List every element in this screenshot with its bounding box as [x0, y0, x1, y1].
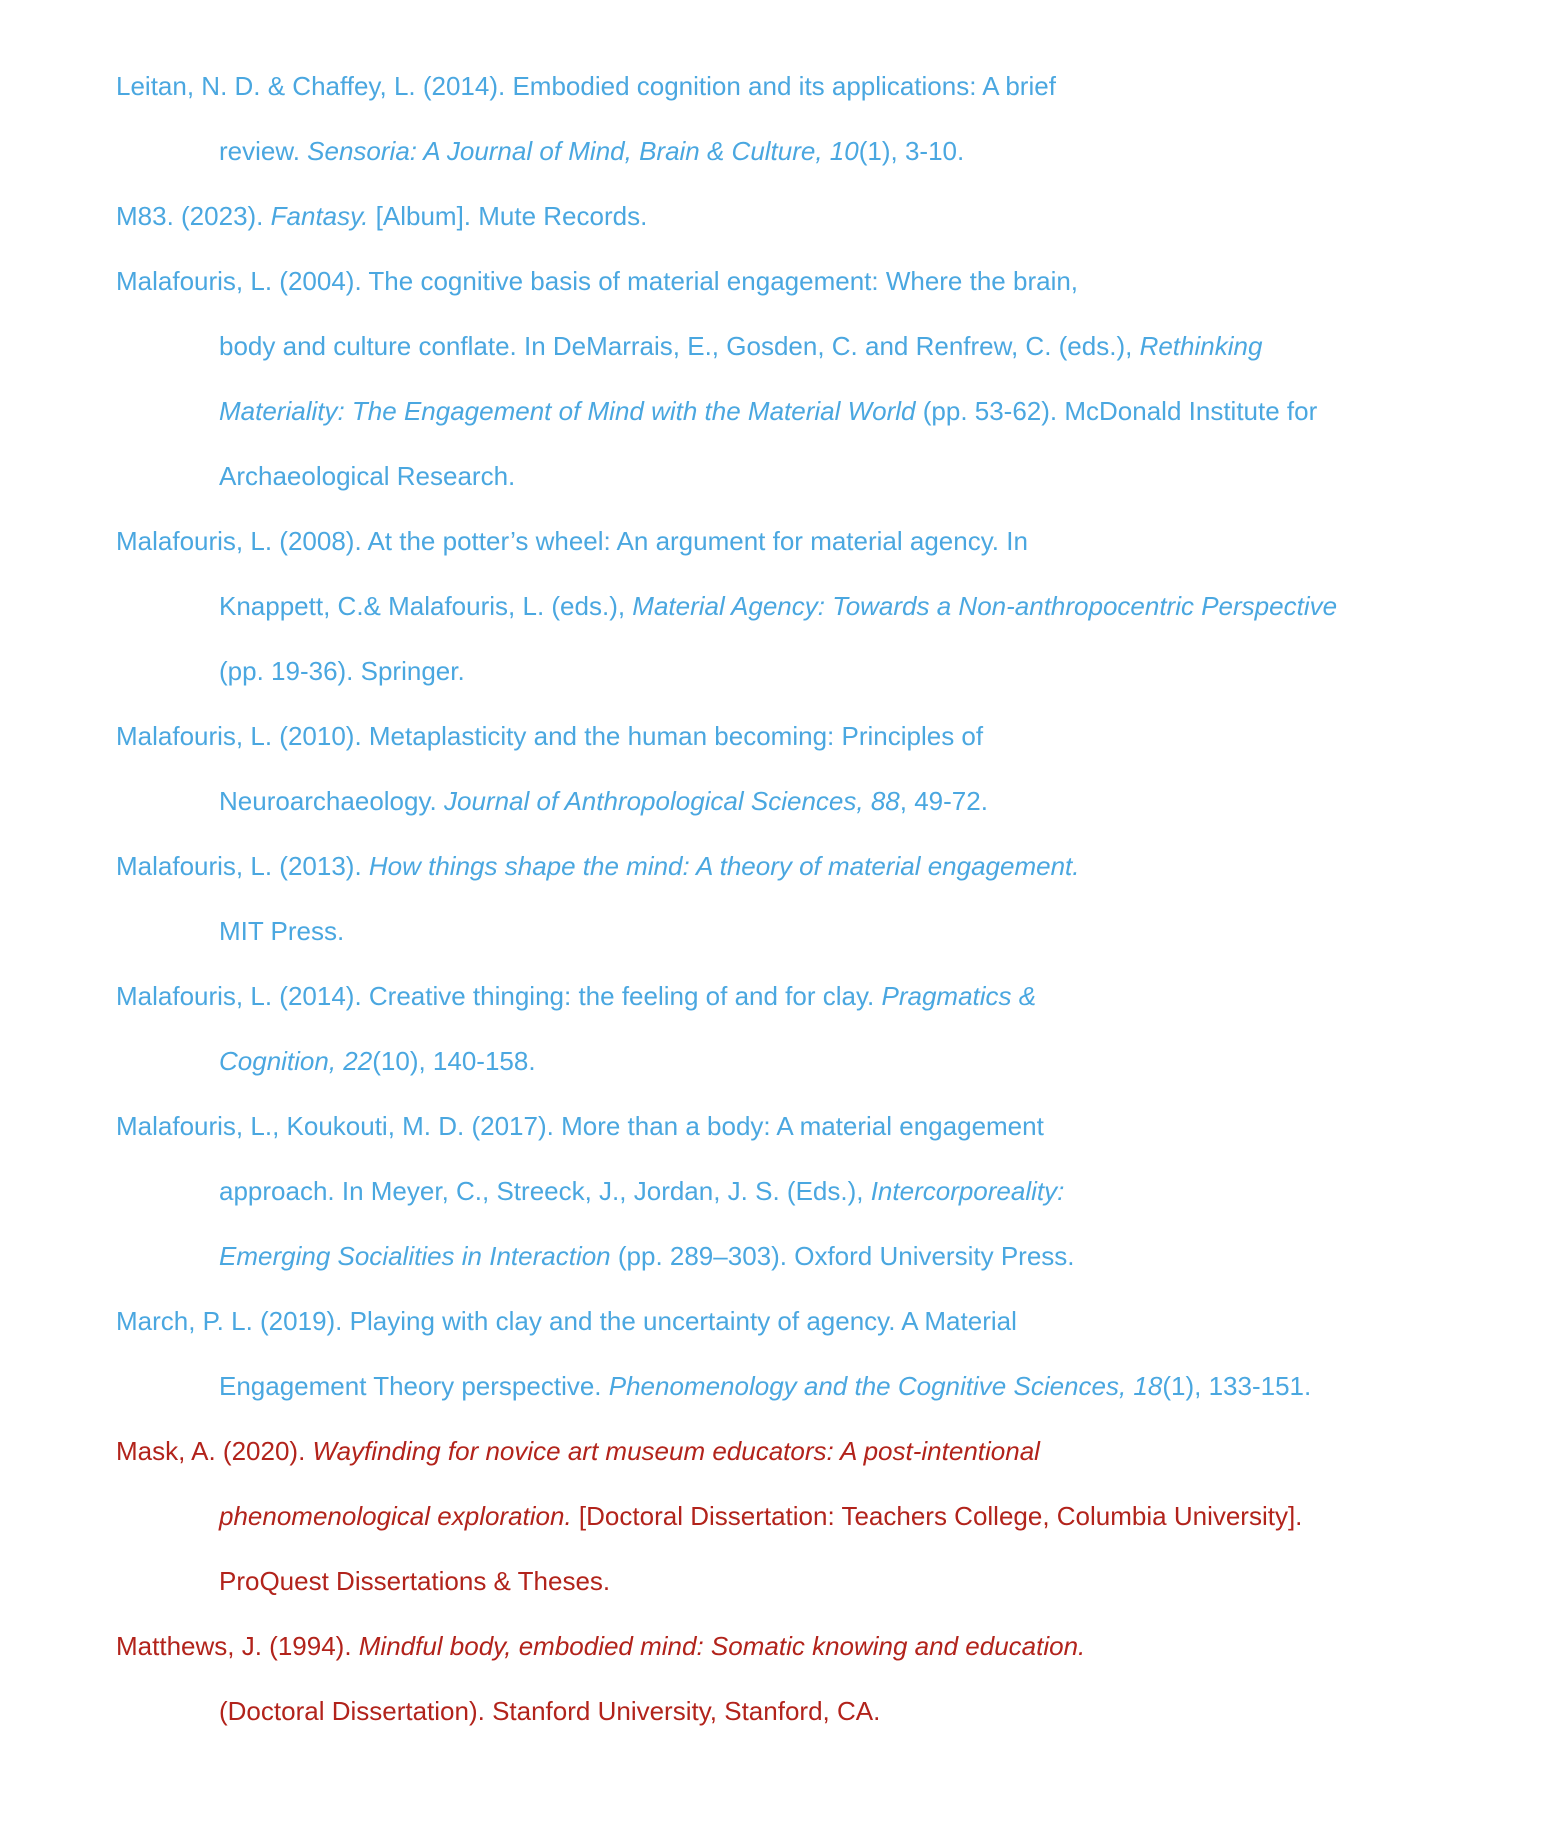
reference-line — [116, 1161, 1496, 1226]
text-run: Malafouris, L. (2013). — [116, 851, 369, 881]
reference-line — [116, 1551, 1496, 1616]
text-run: Malafouris, L., Koukouti, M. D. (2017). More than a body: A material engagement — [116, 1111, 1044, 1141]
text-run: MIT Press. — [219, 916, 345, 946]
reference-line — [116, 56, 1496, 121]
text-run: review. — [219, 136, 308, 166]
text-run: M83. (2023). — [116, 201, 271, 231]
book-title: Intercorporeality: — [870, 1176, 1065, 1206]
reference-line — [116, 1616, 1496, 1681]
text-run: [Album]. Mute Records. — [368, 201, 648, 231]
reference-line — [116, 1681, 1496, 1746]
text-run: , 49-72. — [899, 786, 988, 816]
reference-entry — [116, 1421, 1496, 1616]
text-run: Leitan, N. D. & Chaffey, L. (2014). Embodied cognition and its applications: A brief — [116, 71, 1056, 101]
text-run: (pp. 289–303). Oxford University Press. — [610, 1241, 1075, 1271]
journal-title: Phenomenology and the Cognitive Sciences, 18 — [608, 1371, 1163, 1401]
reference-entry — [116, 56, 1496, 186]
text-run: (pp. 53-62). McDonald Institute for — [915, 396, 1318, 426]
reference-line — [116, 186, 1496, 251]
reference-line — [116, 1226, 1496, 1291]
reference-entry — [116, 251, 1496, 511]
book-title: Materiality: The Engagement of Mind with the Material World — [219, 396, 916, 426]
reference-line — [116, 966, 1496, 1031]
reference-line — [116, 381, 1496, 446]
reference-line — [116, 1096, 1496, 1161]
text-run: (1), 3-10. — [858, 136, 965, 166]
text-run: body and culture conflate. In DeMarrais, E., Gosden, C. and Renfrew, C. (eds.), — [219, 331, 1140, 361]
text-run: Malafouris, L. (2004). The cognitive basis of material engagement: Where the brain, — [116, 266, 1079, 296]
reference-line — [116, 1031, 1496, 1096]
reference-entry — [116, 966, 1496, 1096]
reference-entry — [116, 511, 1496, 706]
album-title: Fantasy. — [270, 201, 369, 231]
text-run: Matthews, J. (1994). — [116, 1631, 359, 1661]
text-run: Malafouris, L. (2014). Creative thinging: the feeling of and for clay. — [116, 981, 882, 1011]
reference-line — [116, 251, 1496, 316]
reference-line — [116, 836, 1496, 901]
text-run: Archaeological Research. — [219, 461, 516, 491]
reference-line — [116, 1356, 1496, 1421]
reference-line — [116, 1421, 1496, 1486]
text-run: Malafouris, L. (2010). Metaplasticity and the human becoming: Principles of — [116, 721, 984, 751]
book-title: Material Agency: Towards a Non-anthropocentric Perspective — [632, 591, 1338, 621]
reference-line — [116, 901, 1496, 966]
journal-title: Cognition, 22 — [219, 1046, 373, 1076]
reference-list — [116, 56, 1496, 1746]
text-run: (1), 133-151. — [1162, 1371, 1312, 1401]
reference-line — [116, 446, 1496, 511]
reference-entry — [116, 836, 1496, 966]
reference-entry — [116, 1616, 1496, 1746]
reference-line — [116, 1291, 1496, 1356]
book-title: Rethinking — [1139, 331, 1263, 361]
text-run: approach. In Meyer, C., Streeck, J., Jordan, J. S. (Eds.), — [219, 1176, 871, 1206]
journal-title: Pragmatics & — [881, 981, 1037, 1011]
reference-line — [116, 511, 1496, 576]
dissertation-title: phenomenological exploration. — [219, 1501, 572, 1531]
book-title: How things shape the mind: A theory of material engagement. — [368, 851, 1080, 881]
reference-entry — [116, 1291, 1496, 1421]
dissertation-title: Mindful body, embodied mind: Somatic knowing and education. — [358, 1631, 1086, 1661]
text-run: [Doctoral Dissertation: Teachers College, Columbia University]. — [571, 1501, 1303, 1531]
text-run: Neuroarchaeology. — [219, 786, 444, 816]
dissertation-title: Wayfinding for novice art museum educators: A post-intentional — [312, 1436, 1040, 1466]
text-run: Mask, A. (2020). — [116, 1436, 313, 1466]
reference-entry — [116, 706, 1496, 836]
journal-title: Sensoria: A Journal of Mind, Brain & Culture, 10 — [307, 136, 859, 166]
text-run: Engagement Theory perspective. — [219, 1371, 609, 1401]
text-run: (pp. 19-36). Springer. — [219, 656, 465, 686]
reference-line — [116, 771, 1496, 836]
reference-line — [116, 1486, 1496, 1551]
book-title: Emerging Socialities in Interaction — [219, 1241, 611, 1271]
reference-entry — [116, 1096, 1496, 1291]
text-run: (10), 140-158. — [372, 1046, 536, 1076]
reference-entry — [116, 186, 1496, 251]
text-run: (Doctoral Dissertation). Stanford University, Stanford, CA. — [219, 1696, 881, 1726]
reference-line — [116, 121, 1496, 186]
reference-line — [116, 641, 1496, 706]
text-run: March, P. L. (2019). Playing with clay and the uncertainty of agency. A Material — [116, 1306, 1017, 1336]
text-run: Malafouris, L. (2008). At the potter’s wheel: An argument for material agency. In — [116, 526, 1028, 556]
reference-line — [116, 706, 1496, 771]
text-run: Knappett, C.& Malafouris, L. (eds.), — [219, 591, 633, 621]
journal-title: Journal of Anthropological Sciences, 88 — [444, 786, 900, 816]
text-run: ProQuest Dissertations & Theses. — [219, 1566, 611, 1596]
reference-line — [116, 576, 1496, 641]
reference-line — [116, 316, 1496, 381]
